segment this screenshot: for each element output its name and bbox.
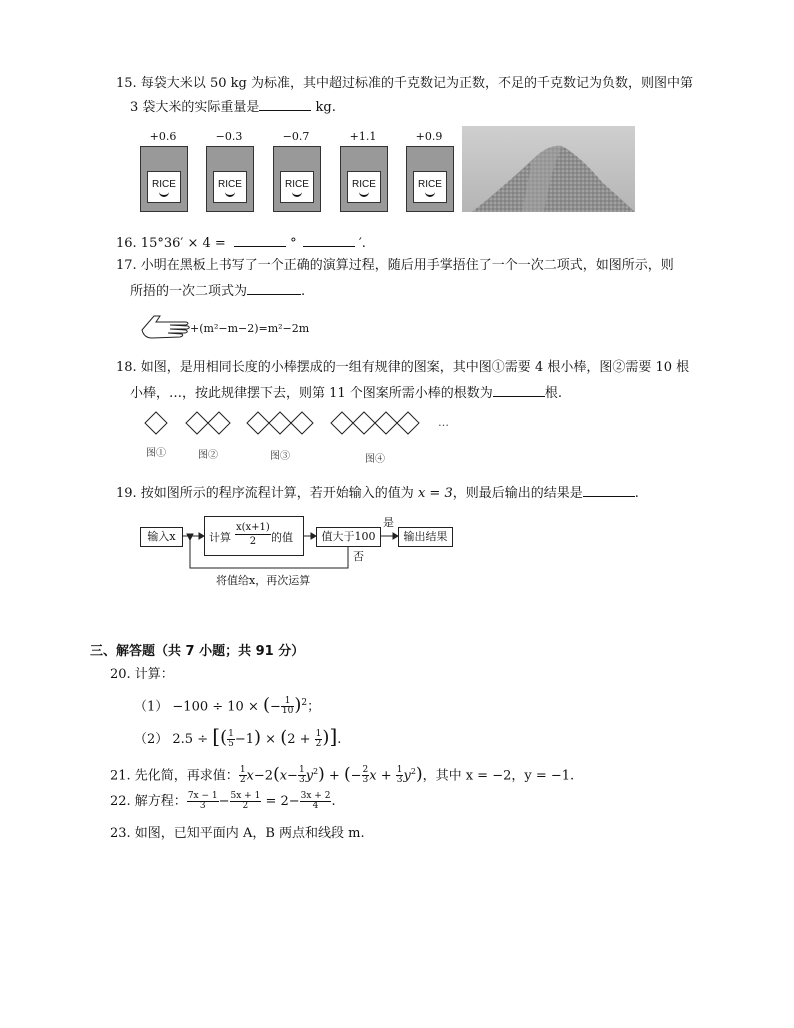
flow-input-box: 输入x <box>140 527 183 547</box>
rice-label: RICE <box>213 171 247 203</box>
rice-label: RICE <box>347 171 381 203</box>
caption-fig4: 图④ <box>365 454 385 465</box>
rice-label: RICE <box>147 171 181 203</box>
q17-line2: 所捂的一次二项式为 . <box>130 280 305 302</box>
q18-line2: 小棒，…，按此规律摆下去，则第 11 个图案所需小棒的根数为 根. <box>130 382 562 404</box>
q15-line1: 15. 每袋大米以 50 kg 为标准，其中超过标准的千克数记为正数，不足的千克数记为负数，则图中第 <box>116 76 693 91</box>
flow-calc-fraction: x(x+1) 2 <box>236 522 270 547</box>
rice-label: RICE <box>413 171 447 203</box>
flow-calc-box: 计算 x(x+1) 2 的值 <box>204 516 304 556</box>
section-heading: 三、解答题（共 7 小题；共 91 分） <box>90 644 305 659</box>
q19-line: 19. 按如图所示的程序流程计算，若开始输入的值为 x = 3，则最后输出的结果是 . <box>116 482 639 504</box>
q23: 23. 如图，已知平面内 A，B 两点和线段 m. <box>110 826 365 841</box>
flow-yes-label: 是 <box>383 516 394 529</box>
bag-value-1: +0.6 <box>149 130 177 143</box>
q20-part2: （2） 2.5 ÷ [( $\frac{1}{5}$ −1) × (2 + $\frac{1}{2}$ )]. <box>134 724 342 749</box>
q17-line1: 17. 小明在黑板上书写了一个正确的演算过程，随后用手掌捂住了一个一次二项式，如图所示，则 <box>116 258 674 273</box>
caption-fig2: 图② <box>198 450 218 461</box>
q20-part1: （1） −100 ÷ 10 × (− $\frac{1}{10}$ )$^2$； <box>134 694 321 717</box>
caption-fig1: 图① <box>146 448 166 459</box>
ellipsis: … <box>438 416 449 429</box>
bag-value-2: −0.3 <box>215 130 243 143</box>
q17-equation: +(m²−m−2)=m²−2m <box>190 322 310 335</box>
bag-value-3: −0.7 <box>282 130 310 143</box>
q16: 16. 15°36′ × 4 = ° ′. <box>116 232 366 254</box>
rice-label: RICE <box>280 171 314 203</box>
bag-value-4: +1.1 <box>349 130 377 143</box>
q21: 21. 先化简，再求值： $\frac{1}{2}$ x−2(x− $\frac{1}{3}$ $y^2$) + (− $\frac{2}{3}$ x + $\frac{1}{3}$ $y^2$)，其中 x = −2，y = −1. <box>110 764 575 786</box>
q22: 22. 解方程： $\frac{7x - 1}{3}$ − $\frac{5x + 1}{2}$ = 2− $\frac{3x + 2}{4}$ . <box>110 791 336 811</box>
q15-line2: 3 袋大米的实际重量是 kg. <box>130 96 336 118</box>
flow-loop-label: 将值给x，再次运算 <box>216 574 311 587</box>
caption-fig3: 图③ <box>270 451 290 462</box>
flow-no-label: 否 <box>353 550 364 563</box>
q18-line1: 18. 如图，是用相同长度的小棒摆成的一组有规律的图案，其中图①需要 4 根小棒，图②需要 10 根 <box>116 360 690 375</box>
q20-title: 20. 计算： <box>110 667 174 682</box>
flow-compare-box: 值大于100 <box>316 527 381 547</box>
flow-output-box: 输出结果 <box>398 527 453 547</box>
bag-value-5: +0.9 <box>415 130 443 143</box>
